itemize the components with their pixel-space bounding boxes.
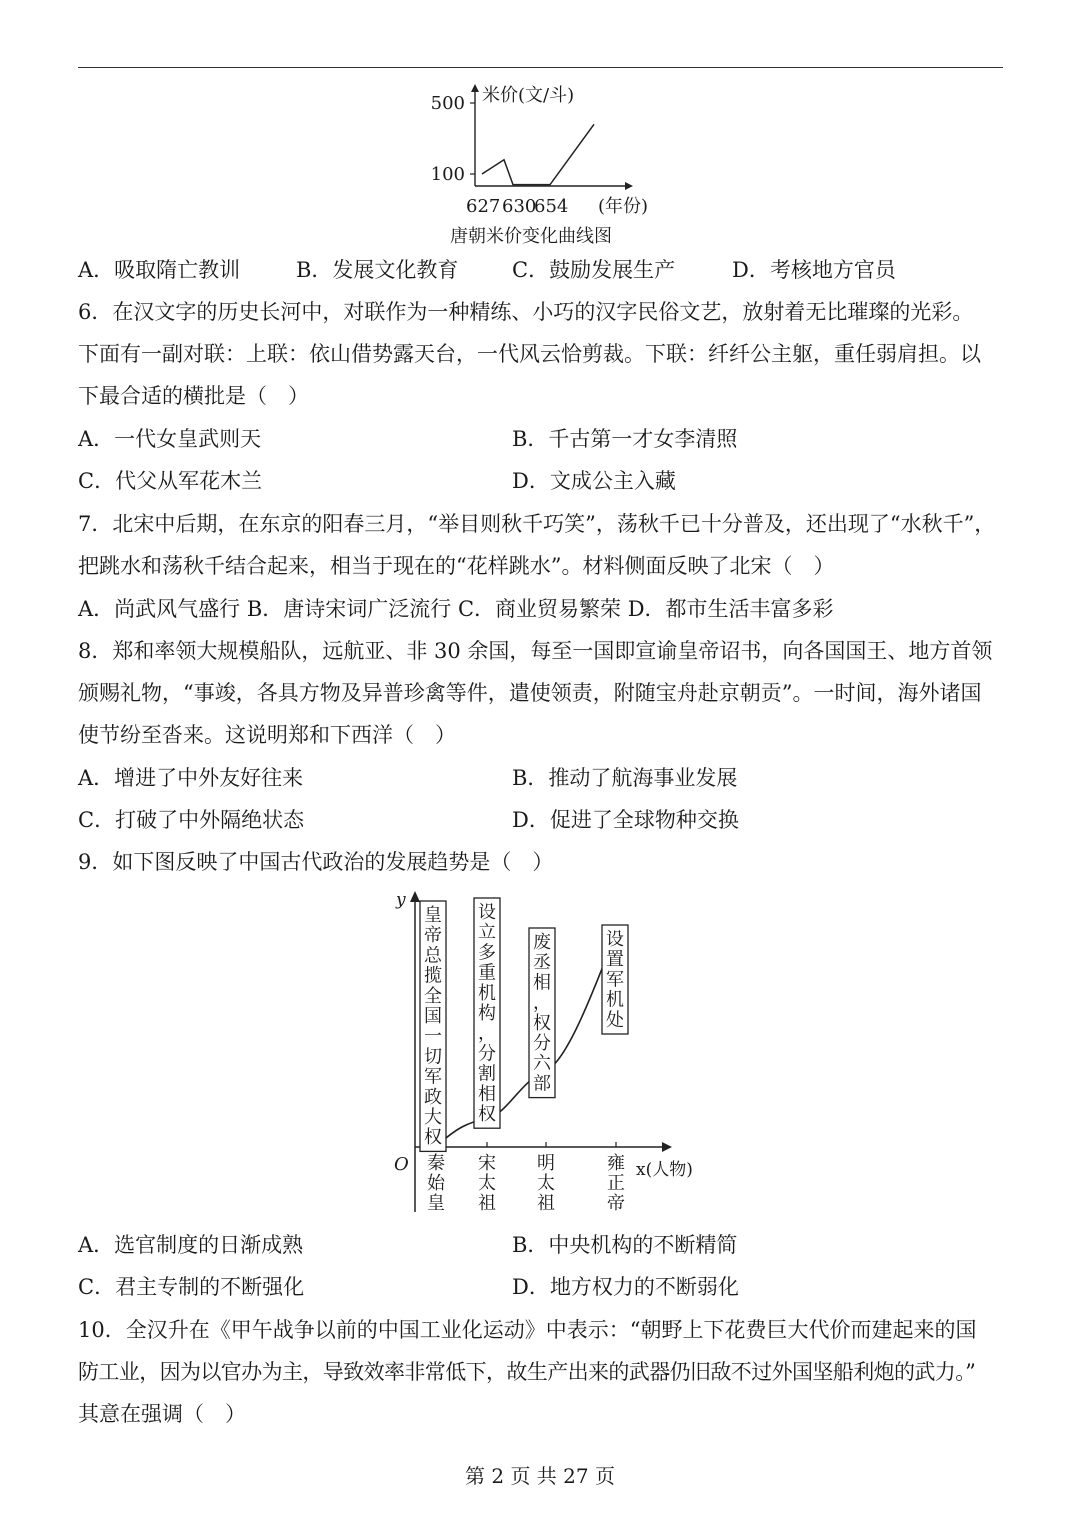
x-axis-label: x(人物) xyxy=(636,1160,693,1180)
page-footer: 第 2 页 共 27 页 xyxy=(465,1464,615,1488)
option-b: B．发展文化教育 xyxy=(296,258,459,282)
q9-option-c: C．君主专制的不断强化 xyxy=(78,1275,305,1299)
rice-price-line xyxy=(482,124,594,184)
x-axis-arrow xyxy=(625,182,633,190)
q9-option-b: B．中央机构的不断精简 xyxy=(512,1233,738,1257)
x-tick-label: 654 xyxy=(534,196,569,217)
y-tick-label: 100 xyxy=(430,164,465,185)
trend-curve xyxy=(436,935,616,1147)
q9-option-d: D．地方权力的不断弱化 xyxy=(512,1275,739,1299)
q10-line-1: 10．全汉升在《甲午战争以前的中国工业化运动》中表示：“朝野上下花费巨大代价而建起来的国 xyxy=(78,1318,977,1342)
x-tick-label: 630 xyxy=(502,196,537,217)
x-tick-label: 宋太祖 xyxy=(478,1153,496,1214)
q6-line-2: 下面有一副对联：上联：依山借势露天台，一代风云恰剪裁。下联：纤纤公主躯，重任弱肩担。以 xyxy=(78,342,981,366)
q7-line-1: 7．北宋中后期，在东京的阳春三月，“举目则秋千巧笑”，荡秋千已十分普及，还出现了“水秋千”， xyxy=(78,512,996,536)
q8-option-b: B．推动了航海事业发展 xyxy=(512,766,738,790)
q10-line-3: 其意在强调（ ） xyxy=(78,1402,246,1426)
q6-line-1: 6．在汉文字的历史长河中，对联作为一种精练、小巧的汉字民俗文艺，放射着无比璀璨的光彩。 xyxy=(78,300,974,324)
x-tick-label: 627 xyxy=(466,196,501,217)
q9-stem: 9．如下图反映了中国古代政治的发展趋势是（ ） xyxy=(78,850,554,874)
header-rule xyxy=(78,67,1003,68)
q8-line-3: 使节纷至沓来。这说明郑和下西洋（ ） xyxy=(78,723,456,747)
x-tick-label: 秦始皇 xyxy=(427,1153,445,1214)
option-a: A．吸取隋亡教训 xyxy=(78,258,241,282)
politics-trend-chart xyxy=(380,885,710,1220)
y-tick-label: 500 xyxy=(430,93,465,114)
q6-line-3: 下最合适的横批是（ ） xyxy=(78,384,309,408)
y-axis-arrow xyxy=(410,891,420,902)
q8-option-d: D．促进了全球物种交换 xyxy=(512,808,739,832)
q9-option-a: A．选官制度的日渐成熟 xyxy=(78,1233,304,1257)
y-axis-arrow xyxy=(471,84,479,92)
x-tick-label: 明太祖 xyxy=(537,1153,555,1214)
x-axis-label: (年份) xyxy=(598,196,649,217)
q8-line-2: 颁赐礼物，“事竣，各具方物及异普珍禽等件，遣使领责，附随宝舟赴京朝贡”。一时间，海外诸国 xyxy=(78,681,982,705)
x-tick-label: 雍正帝 xyxy=(607,1153,625,1214)
q8-option-a: A．增进了中外友好往来 xyxy=(78,766,304,790)
option-c: C．鼓励发展生产 xyxy=(512,258,676,282)
q8-option-c: C．打破了中外隔绝状态 xyxy=(78,808,305,832)
y-axis-label: y xyxy=(396,890,406,910)
rice-price-chart xyxy=(420,78,660,223)
q8-line-1: 8．郑和率领大规模船队，远航亚、非 30 余国，每至一国即宣谕皇帝诏书，向各国国王、地方首领 xyxy=(78,639,993,663)
y-axis-label: 米价(文/斗) xyxy=(482,85,575,106)
q6-option-d: D．文成公主入藏 xyxy=(512,469,676,493)
annotation-label: 皇帝总揽全国一切军政大权 xyxy=(424,905,442,1149)
annotation-label: 设置军机处 xyxy=(606,929,624,1031)
q6-option-b: B．千古第一才女李清照 xyxy=(512,427,738,451)
q6-option-a: A．一代女皇武则天 xyxy=(78,427,262,451)
annotation-label: 废丞相，权分六部 xyxy=(533,932,551,1095)
q7-line-2: 把跳水和荡秋千结合起来，相当于现在的“花样跳水”。材料侧面反映了北宋（ ） xyxy=(78,554,835,578)
option-d: D．考核地方官员 xyxy=(732,258,896,282)
x-axis-arrow xyxy=(662,1142,672,1152)
q7-options: A．尚武风气盛行 B．唐诗宋词广泛流行 C．商业贸易繁荣 D．都市生活丰富多彩 xyxy=(78,597,834,621)
rice-chart-caption: 唐朝米价变化曲线图 xyxy=(450,226,612,247)
origin-label: O xyxy=(394,1154,409,1175)
q10-line-2: 防工业，因为以官办为主，导致效率非常低下，故生产出来的武器仍旧敌不过外国坚船利炮的武力。” xyxy=(78,1360,976,1384)
annotation-label: 设立多重机构，分割相权 xyxy=(478,902,496,1125)
q6-option-c: C．代父从军花木兰 xyxy=(78,469,263,493)
